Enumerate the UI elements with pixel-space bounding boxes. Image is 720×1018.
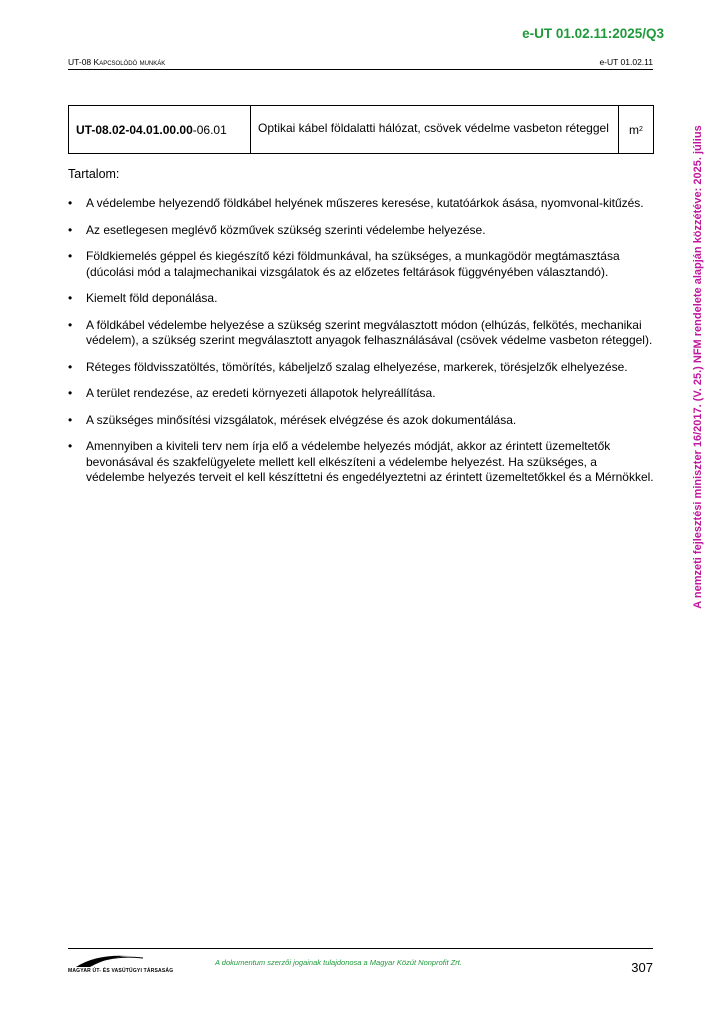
- list-item: • A földkábel védelembe helyezése a szükség szerint megválasztott módon (elhúzás, felkötés, mechanikai védelem), a szükség szerint megválasztott anyagok felhasználásával (csövek védelme vasbeton réteggel).: [68, 318, 654, 349]
- footer-divider: [68, 948, 653, 949]
- list-item: • Kiemelt föld deponálása.: [68, 291, 654, 307]
- list-item: • Réteges földvisszatöltés, tömörítés, kábeljelző szalag elhelyezése, markerek, törésjelzők elhelyezése.: [68, 360, 654, 376]
- copyright-notice: A dokumentum szerzői jogainak tulajdonosa a Magyar Közút Nonprofit Zrt.: [215, 958, 462, 967]
- item-unit-exponent: 2: [639, 126, 643, 133]
- list-item: • A szükséges minősítési vizsgálatok, mérések elvégzése és azok dokumentálása.: [68, 413, 654, 429]
- document-id: e-UT 01.02.11:2025/Q3: [522, 26, 664, 41]
- list-item: • Az esetlegesen meglévő közművek szükség szerinti védelembe helyezése.: [68, 223, 654, 239]
- chapter-title: Kapcsolódó munkák: [93, 57, 166, 67]
- list-item: • A terület rendezése, az eredeti környezeti állapotok helyreállítása.: [68, 386, 654, 402]
- content-title: Tartalom:: [68, 167, 120, 181]
- item-unit: m: [629, 122, 640, 137]
- content-list: [68, 196, 654, 497]
- logo-swoosh-icon: [68, 952, 163, 968]
- item-code-main: UT-08.02-04.01.00.00: [76, 122, 193, 137]
- logo-text: MAGYAR ÚT- ÉS VASÚTÜGYI TÁRSASÁG: [68, 968, 174, 974]
- chapter-prefix: UT-08: [68, 57, 92, 67]
- item-description: Optikai kábel földalatti hálózat, csövek védelme vasbeton réteggel: [251, 106, 619, 153]
- running-header-right: e-UT 01.02.11: [599, 57, 653, 67]
- list-item: • Amennyiben a kiviteli terv nem írja elő a védelembe helyezés módját, akkor az érintett üzemeltetők bevonásával és szakfelügyelete mellett kell elkészíteni a védelembe helyezést. Ha szükséges, a védelembe helyezés terveit el kell készíttetni és engedélyeztetni az érintett üzemeltetőkkel és a Mérnökkel.: [68, 439, 654, 486]
- publication-side-note: A nemzeti fejlesztési miniszter 16/2017. (V. 25.) NFM rendelete alapján közzétéve: 2025. július: [692, 125, 704, 609]
- running-header: [68, 57, 653, 70]
- page-number: 307: [631, 960, 653, 975]
- item-table: [68, 105, 654, 154]
- item-code-cell: [69, 106, 251, 153]
- item-code-suffix: -06.01: [192, 122, 227, 137]
- list-item: • A védelembe helyezendő földkábel helyének műszeres keresése, kutatóárkok ásása, nyomvonal-kitűzés.: [68, 196, 654, 212]
- item-unit-cell: [619, 106, 653, 153]
- list-item: • Földkiemelés géppel és kiegészítő kézi földmunkával, ha szükséges, a munkagödör megtámasztása (dúcolási mód a talajmechanikai vizsgálatok és az előzetes feltárások függvényében választandó).: [68, 249, 654, 280]
- running-header-left: [68, 57, 165, 67]
- society-logo: [68, 952, 174, 974]
